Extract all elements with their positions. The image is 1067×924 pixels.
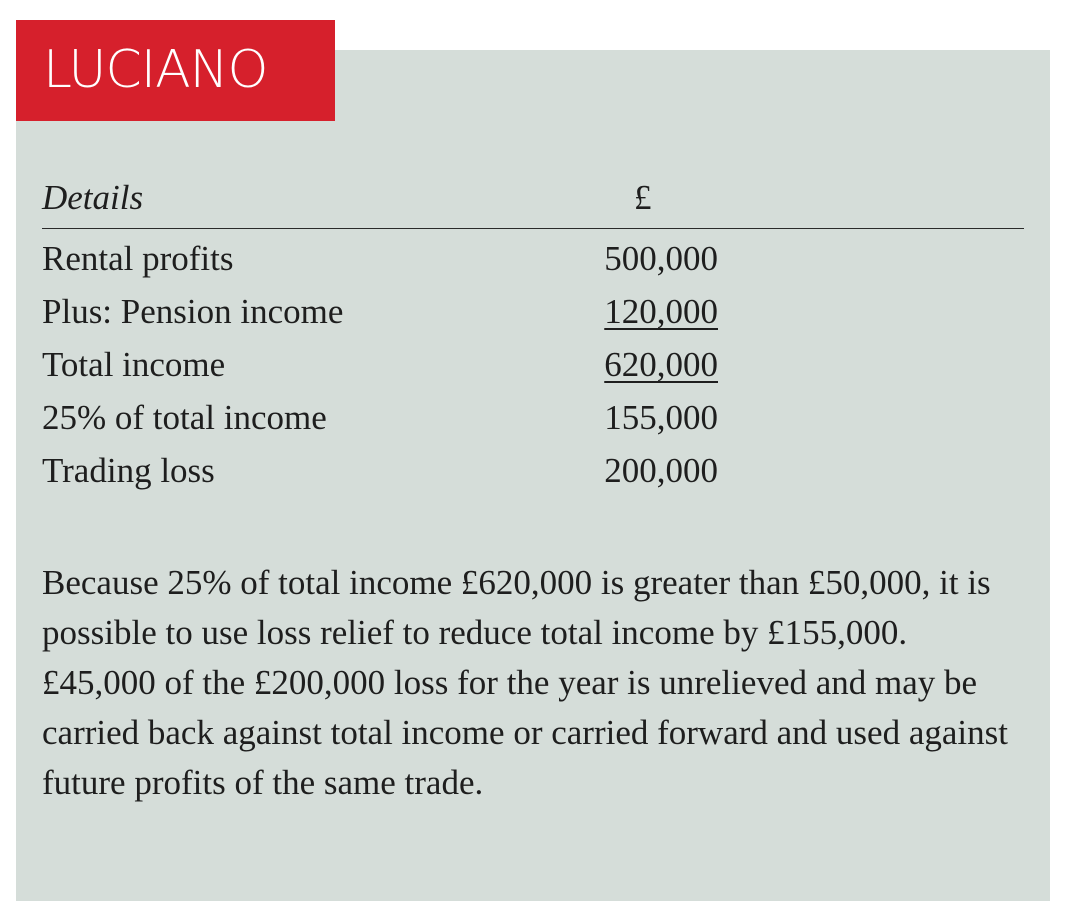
row-value: 200,000 — [604, 451, 718, 490]
explanation-paragraph: Because 25% of total income £620,000 is greater than £50,000, it is possible to use loss relief to reduce total income by £155,000. £45,000 of the £200,000 loss for the year is unrelieved and may be carried back against total income or carried forward and used against future profits of the same trade. — [42, 563, 1008, 802]
row-label: Total income — [42, 345, 226, 384]
row-value: 500,000 — [604, 239, 718, 278]
table-row — [42, 286, 1024, 339]
table-body — [42, 229, 1024, 498]
row-value: 155,000 — [604, 398, 718, 437]
page-title: LUCIANO — [16, 20, 335, 121]
table-header — [42, 170, 1024, 229]
row-label: Plus: Pension income — [42, 292, 344, 331]
header-currency: £ — [634, 178, 652, 217]
income-table — [42, 170, 1024, 498]
row-label: Rental profits — [42, 239, 234, 278]
table-row — [42, 339, 1024, 392]
table-row — [42, 233, 1024, 286]
table-row — [42, 392, 1024, 445]
table-row — [42, 445, 1024, 498]
row-label: 25% of total income — [42, 398, 327, 437]
row-value: 620,000 — [604, 345, 718, 384]
row-value: 120,000 — [604, 292, 718, 331]
header-details: Details — [42, 178, 144, 217]
row-label: Trading loss — [42, 451, 215, 490]
